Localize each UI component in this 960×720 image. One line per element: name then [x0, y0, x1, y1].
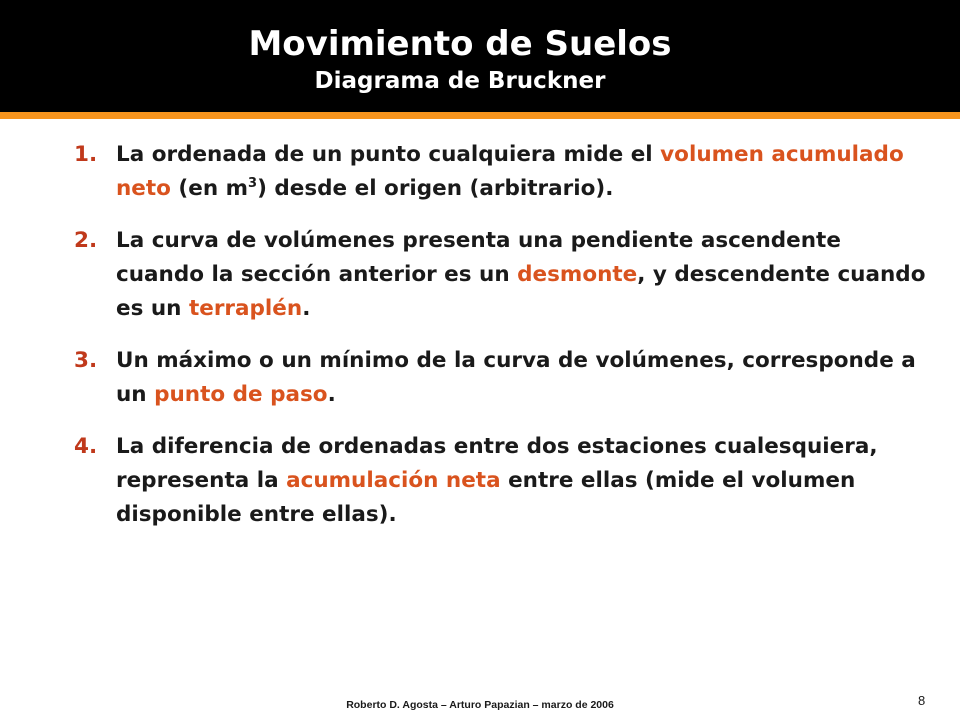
- highlight-text: terraplén: [188, 296, 303, 321]
- item-text: ) desde el origen (arbitrario).: [257, 176, 614, 201]
- item-text: .: [302, 296, 311, 321]
- item-number: 2.: [74, 228, 98, 253]
- item-number: 4.: [74, 434, 98, 459]
- item-number: 1.: [74, 142, 98, 167]
- item-text: , y descendente cuando es un: [116, 262, 926, 321]
- list-item: [74, 224, 934, 326]
- slide-header: [0, 0, 960, 112]
- item-text: (en m: [170, 176, 249, 201]
- item-text: La curva de volúmenes presenta una pendiente ascendente cuando la sección anterior es un: [116, 228, 841, 287]
- page-number: 8: [918, 693, 926, 708]
- slide-subtitle: Diagrama de Bruckner: [314, 68, 606, 94]
- numbered-list: [74, 138, 934, 550]
- footer-authors: Roberto D. Agosta – Arturo Papazian – marzo de 2006: [346, 699, 614, 711]
- list-item: [74, 138, 934, 206]
- slide-title: Movimiento de Suelos: [248, 24, 672, 64]
- item-text: La diferencia de ordenadas entre dos estaciones cualesquiera, representa la: [116, 434, 878, 493]
- item-text: entre ellas (mide el volumen disponible entre ellas).: [116, 468, 856, 527]
- highlight-text: volumen acumulado neto: [116, 142, 904, 201]
- list-item: [74, 430, 934, 532]
- item-number: 3.: [74, 348, 98, 373]
- highlight-text: acumulación neta: [286, 468, 501, 493]
- highlight-text: desmonte: [517, 262, 638, 287]
- list-item: [74, 344, 934, 412]
- item-text: Un máximo o un mínimo de la curva de volúmenes, corresponde a un: [116, 348, 916, 407]
- superscript: 3: [248, 176, 258, 191]
- item-text: .: [327, 382, 336, 407]
- highlight-text: punto de paso: [154, 382, 328, 407]
- item-text: La ordenada de un punto cualquiera mide el: [116, 142, 661, 167]
- accent-bar: [0, 112, 960, 119]
